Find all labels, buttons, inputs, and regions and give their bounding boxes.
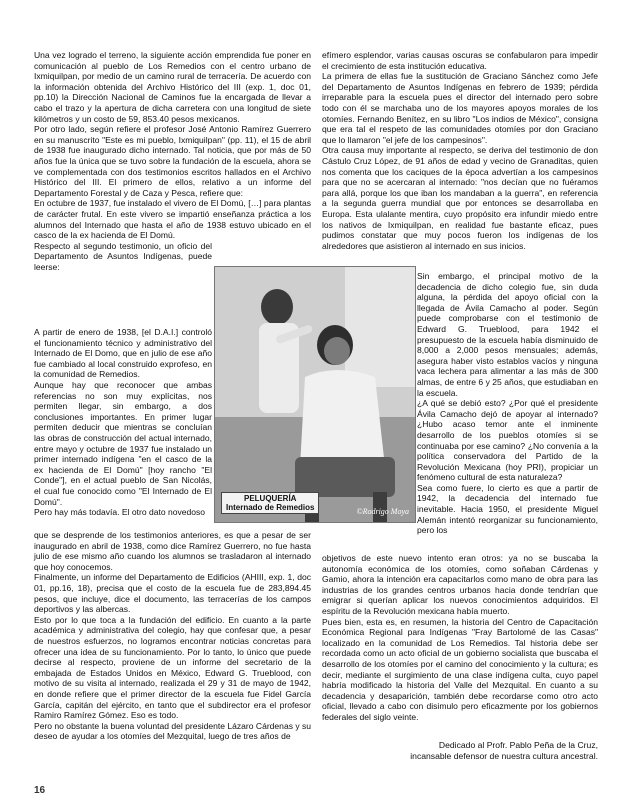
left-column bbox=[34, 50, 311, 272]
paragraph: Finalmente, un informe del Departamento de Edificios (AHIII, exp. 1, doc 01, pp.16, 18), precisa que el costo de la escuela fue de 283,894.45 pesos, que incluye, dice el documento, las terracerías de los campos deportivos y las albercas. bbox=[34, 572, 311, 615]
dedication-line: incansable defensor de nuestra cultura ancestral. bbox=[410, 751, 598, 761]
paragraph: Pero hay más todavía. El otro dato novedoso bbox=[34, 507, 206, 518]
dedication-line: Dedicado al Profr. Pablo Peña de la Cruz, bbox=[438, 740, 598, 750]
paragraph: Respecto al segundo testimonio, un oficio del Departamento de Asuntos Indígenas, puede leerse: bbox=[34, 240, 212, 272]
paragraph: efímero esplendor, varias causas oscuras se confabularon para impedir el crecimiento de esta institución educativa. bbox=[322, 50, 598, 71]
right-bottom-column bbox=[322, 553, 598, 723]
barbershop-photo bbox=[214, 266, 416, 523]
paragraph: Otra causa muy importante al respecto, se deriva del testimonio de don Cástulo Cruz López, de 91 años de edad y vecino de Granaditas, quien nos comenta que los caciques de la época advertían a los campesinos para que no se acercaran al internado: "nos decían que no fuéramos para allá, porque los que iban los mandaban a la guerra", en referencia a la segunda guerra mundial que por entonces se desarrollaba en Europa. Esta ulalante mentira, cuyo propósito era infundir miedo entre los nativos de Ixmiquilpan, en realidad fue bastante eficaz, pues pudimos constatar que muy pocos fueron los indígenas de los alrededores que asistieron al internado en sus inicios. bbox=[322, 145, 598, 251]
photo-caption bbox=[221, 492, 319, 514]
paragraph: Pues bien, esta es, en resumen, la historia del Centro de Capacitación Económica Regional para Indígenas "Fray Bartolomé de las Casas" localizado en la comunidad de Los Remedios. Tal historia debe ser recordada como un acto oficial de un gobierno socialista que buscaba el desarrollo de los otomíes por el camino del conocimiento y la cultura; es decir, mediante el surgimiento de una clase indígena culta, cuyo papel habría modificado la historia del Valle del Mezquital. En cuanto a su decadencia y desaparición, también debe recordarse como otro acto oficial, llevado a cabo con disimulo pero eficazmente por los gobiernos federales del siglo veinte. bbox=[322, 616, 598, 722]
paragraph: ¿A qué se debió esto? ¿Por qué el presidente Ávila Camacho dejó de apoyar al internado? ¿Hubo acaso temor ante el inminente desarrollo de los pueblos otomíes si se continuaba por ese camino? ¿No convenía a la política conservadora del Partido de la Revolución Mexicana (hoy PRI), propiciar un fenómeno cultural de esta naturaleza? bbox=[417, 398, 598, 483]
paragraph: Aunque hay que reconocer que ambas referencias no son muy explícitas, nos permiten llegar, sin embargo, a dos conclusiones importantes. En primer lugar permiten deducir que mientras se concluían las obras de construcción del actual internado, entre mayo y octubre de 1937 fue instalado un primer internado indígena "en el casco de la ex hacienda de El Domú" [hoy rancho "El Conde"], en el actual pueblo de San Nicolás, el cual fue conocido como "El Internado de El Domú". bbox=[34, 379, 212, 507]
paragraph: que se desprende de los testimonios anteriores, es que a pesar de ser inaugurado en abril de 1938, como dice Ramírez Guerrero, no fue hasta julio de ese mismo año cuando los alumnos se trasladaron al internado que hoy conocemos. bbox=[34, 530, 311, 572]
quote-paragraph: En octubre de 1937, fue instalado el vivero de El Domú, […] para plantas de carácter frutal. En este vivero se impartió enseñanza práctica a los alumnos del Internado que hasta el año de 1938 estuvo ubicado en el casco de la ex hacienda de El Domú. bbox=[34, 198, 311, 241]
paragraph: Una vez logrado el terreno, la siguiente acción emprendida fue poner en comunicación al pueblo de Los Remedios con el centro urbano de Ixmiquilpan, por medio de un camino rural de terracería. De acuerdo con la información obtenida del Archivo Histórico del III (exp. 1, doc 01, pp.10) la Dirección Nacional de Caminos fue la encargada de llevar a cabo el trazo y la apertura de dicha carretera con una longitud de siete kilómetros y un costo de 59, 853.40 pesos mexicanos. bbox=[34, 50, 311, 124]
left-wrap-column bbox=[34, 327, 212, 518]
right-column bbox=[322, 50, 598, 251]
photo-credit: ©Rodrigo Moya bbox=[356, 507, 409, 516]
paragraph: La primera de ellas fue la sustitución de Graciano Sánchez como Jefe del Departamento de Asuntos Indígenas en febrero de 1939; pérdida irreparable para la escuela pues el director del internado pero sobre todo con él se marchaba uno de los mayores apoyos morales de los otomíes. Fernando Benítez, en su libro "Los indios de México", consigna que era tal el respeto de las comunidades otomíes por don Graciano que lo llamaron "el jefe de los campesinos". bbox=[322, 71, 598, 145]
paragraph: Por otro lado, según refiere el profesor José Antonio Ramírez Guerrero en su manuscrito "Este es mi pueblo, Ixmiquilpan" (pp. 11), el 15 de abril de 1938 fue inaugurado dicho internado. Tal noticia, que por más de 50 años fue la única que se tuvo sobre la fundación de la escuela, ahora se ve complementada con dos testimonios escritos hallados en el Archivo Histórico del III. El primero de ellos, relativo a un informe del Departamento Forestal y de Caza y Pesca, refiere que: bbox=[34, 124, 311, 198]
quote-paragraph: A partir de enero de 1938, [el D.A.I.] controló el funcionamiento técnico y administrativo del Internado de El Domo, que en julio de ese año fue cambiado al local construido exprofeso, en la comunidad de Remedios. bbox=[34, 327, 212, 380]
paragraph: objetivos de este nuevo intento eran otros: ya no se buscaba la autonomía económica de los otomíes, como soñaban Cárdenas y Gamio, ahora la intención era capacitarlos como mano de obra para las industrias de los grandes centros urbanos hacia donde tendrían que emigrar si querían aplicar los nuevos conocimientos adquiridos. El espíritu de la Revolución mexicana había muerto. bbox=[322, 553, 598, 616]
paragraph: Sea como fuere, lo cierto es que a partir de 1942, la decadencia del internado fue inevitable. Hacia 1950, el presidente Miguel Alemán intentó reorganizar su funcionamiento, pero los bbox=[417, 482, 598, 536]
paragraph: Sin embargo, el principal motivo de la decadencia de dicho colegio fue, sin duda alguna, la pérdida del apoyo oficial con la llegada de Ávila Camacho al poder. Según puede comprobarse con el testimonio de Edward G. Trueblood, para 1942 el presupuesto de la escuela había disminuido de 8,000 a 2,000 pesos mensuales; además, asegura haber visto establos vacíos y ninguna vaca lechera para alimentar a las más de 300 almas, de entre 6 y 25 años, que estudiaban en la escuela. bbox=[417, 271, 598, 398]
left-bottom-column bbox=[34, 530, 311, 742]
paragraph: Pero no obstante la buena voluntad del presidente Lázaro Cárdenas y su deseo de ayudar a los otomíes del Mezquital, luego de tres años de bbox=[34, 720, 312, 742]
page-number: 16 bbox=[34, 785, 46, 796]
paragraph: Esto por lo que toca a la fundación del edificio. En cuanto a la parte académica y administrativa del colegio, hay que confesar que, a pesar de nuestros esfuerzos, no logramos encontrar noticias concretas para ofrecer una idea de su funcionamiento. Por lo tanto, lo único que puede decirse al respecto, proviene de un informe del secretario de la embajada de Estados Unidos en México, Edward G. Trueblood, con motivo de su visita al internado, realizada el 29 y 31 de mayo de 1942, en donde refiere que el primer director de la escuela fue Fidel García García, capitán del ejército, en tanto que el subdirector era el profesor Ramiro Ramírez Gómez. Eso es todo. bbox=[34, 614, 311, 721]
dedication bbox=[378, 740, 598, 762]
photo-caption-subtitle: Internado de Remedios bbox=[226, 503, 315, 512]
barbershop-photo-illustration bbox=[215, 267, 415, 522]
right-wrap-column bbox=[417, 271, 598, 536]
photo-caption-title: PELUQUERÍA bbox=[244, 494, 297, 503]
